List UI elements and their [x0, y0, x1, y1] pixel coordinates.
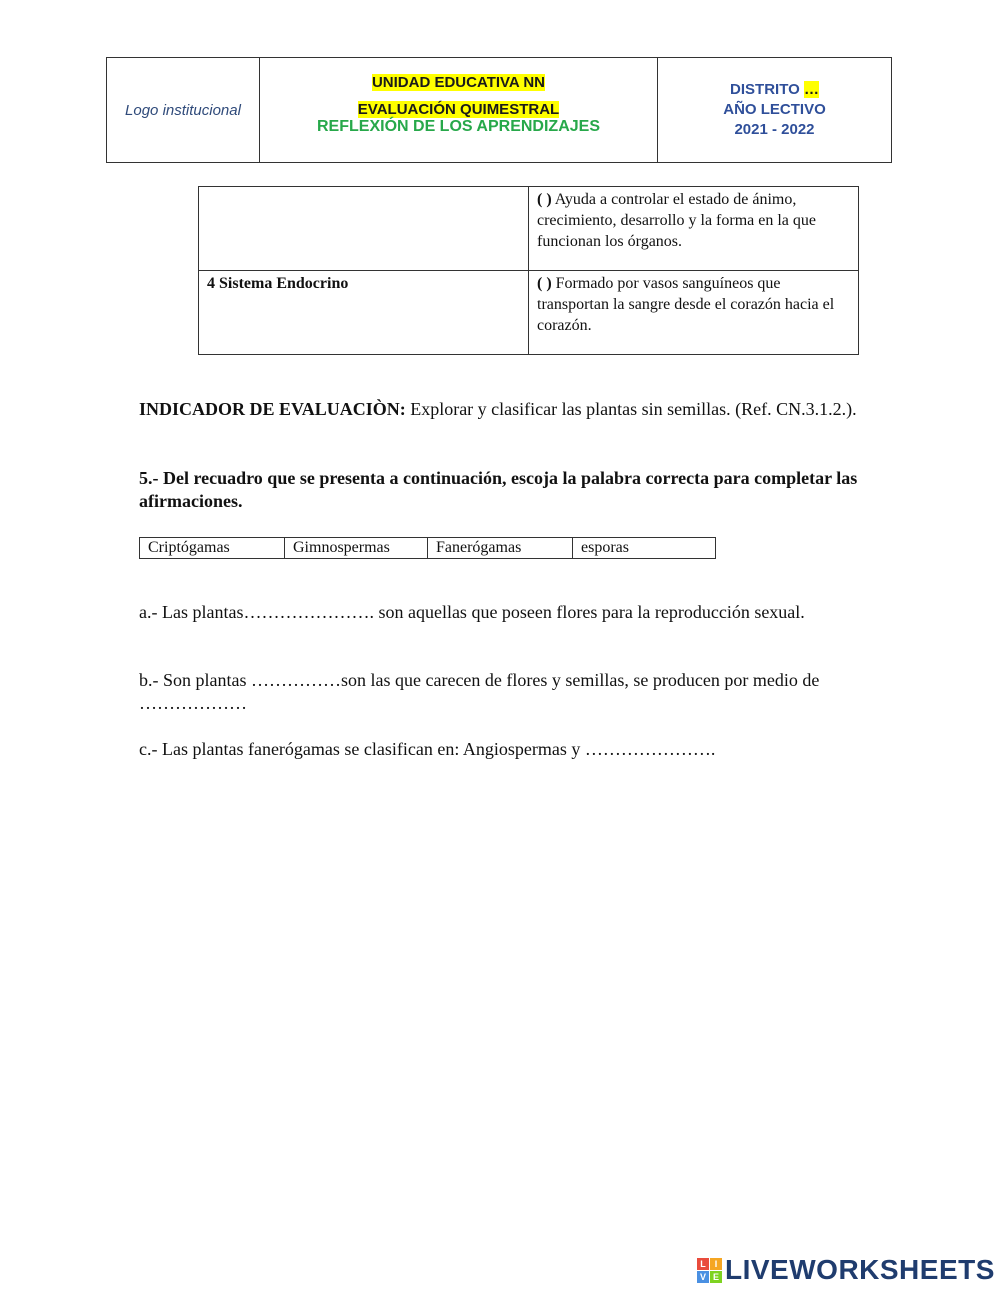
- table-cell-right: [529, 187, 859, 271]
- answer-parentheses[interactable]: ( ): [537, 191, 552, 208]
- liveworksheets-brand: [697, 1254, 995, 1286]
- header-title-block: [260, 58, 658, 162]
- word-bank-item: Criptógamas: [140, 538, 285, 559]
- item-b: b.- Son plantas ……………son las que carecen de flores y semillas, se producen por medio de ………………: [139, 670, 820, 713]
- exam-title: EVALUACIÓN QUIMESTRAL: [357, 101, 560, 118]
- indicator-text: Explorar y clasificar las plantas sin semillas. (Ref. CN.3.1.2.).: [410, 399, 857, 419]
- table-row: [199, 187, 859, 271]
- exam-subtitle: REFLEXIÓN DE LOS APRENDIZAJES: [317, 118, 600, 135]
- school-year-label: AÑO LECTIVO: [723, 101, 826, 118]
- district-value: …: [803, 81, 819, 98]
- header-meta-block: [658, 58, 891, 162]
- word-bank: [139, 537, 716, 559]
- matching-table: [198, 186, 859, 355]
- definition-text: Formado por vasos sanguíneos que transportan la sangre desde el corazón hacia el corazón.: [537, 275, 835, 334]
- school-year-value: 2021 - 2022: [734, 121, 815, 138]
- indicator-label: INDICADOR DE EVALUACIÒN:: [139, 399, 406, 419]
- liveworksheets-logo-icon: L I V E: [697, 1258, 722, 1283]
- word-bank-item: Gimnospermas: [285, 538, 428, 559]
- brand-name: LIVEWORKSHEETS: [725, 1254, 995, 1285]
- table-row: [199, 271, 859, 355]
- table-cell-left: [199, 187, 529, 271]
- word-bank-item: Fanerógamas: [428, 538, 573, 559]
- definition-text: Ayuda a controlar el estado de ánimo, crecimiento, desarrollo y la forma en la que funcionan los órganos.: [537, 191, 816, 250]
- school-name: UNIDAD EDUCATIVA NN: [371, 74, 546, 91]
- table-cell-right: [529, 271, 859, 355]
- district-label: DISTRITO: [730, 81, 800, 98]
- district-line: [730, 80, 819, 100]
- table-cell-left: 4 Sistema Endocrino: [199, 271, 529, 355]
- logo-placeholder: Logo institucional: [107, 58, 260, 162]
- word-bank-item: esporas: [573, 538, 716, 559]
- evaluation-indicator: [139, 398, 859, 421]
- answer-parentheses[interactable]: ( ): [537, 275, 552, 292]
- document-header: [106, 57, 892, 163]
- question-5-title: 5.- Del recuadro que se presenta a continuación, escoja la palabra correcta para completar las afirmaciones.: [139, 468, 858, 511]
- item-c: c.- Las plantas fanerógamas se clasifican en: Angiospermas y ………………….: [139, 739, 716, 759]
- item-a: a.- Las plantas…………………. son aquellas que poseen flores para la reproducción sexual.: [139, 602, 805, 622]
- table-row: [140, 538, 716, 559]
